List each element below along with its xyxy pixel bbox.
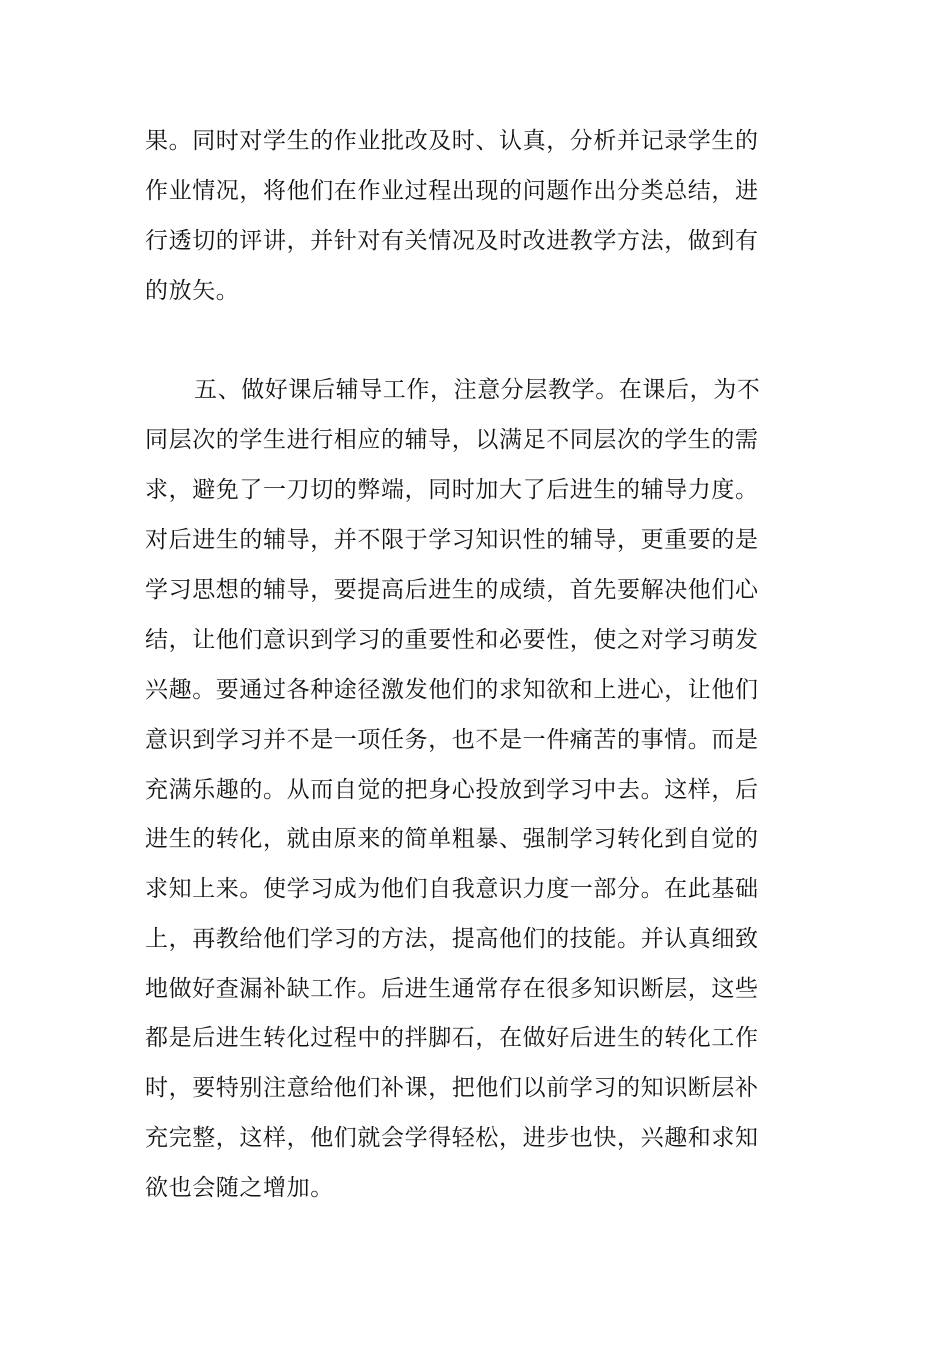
text-line: 果。同时对学生的作业批改及时、认真，分析并记录学生的 — [145, 128, 759, 154]
text-line: 上，再教给他们学习的方法，提高他们的技能。并认真细致 — [145, 926, 759, 952]
text-line: 结，让他们意识到学习的重要性和必要性，使之对学习萌发 — [145, 627, 759, 653]
text-line: 意识到学习并不是一项任务，也不是一件痛苦的事情。而是 — [145, 727, 759, 753]
text-line: 地做好查漏补缺工作。后进生通常存在很多知识断层，这些 — [145, 976, 759, 1002]
text-line: 充完整，这样，他们就会学得轻松，进步也快，兴趣和求知 — [145, 1125, 759, 1151]
text-line: 求，避免了一刀切的弊端，同时加大了后进生的辅导力度。 — [145, 477, 759, 503]
text-line: 行透切的评讲，并针对有关情况及时改进教学方法，做到有 — [145, 228, 759, 254]
text-line: 五、做好课后辅导工作，注意分层教学。在课后，为不 — [194, 377, 761, 403]
text-line: 学习思想的辅导，要提高后进生的成绩，首先要解决他们心 — [145, 577, 759, 603]
text-line: 时，要特别注意给他们补课，把他们以前学习的知识断层补 — [145, 1075, 759, 1101]
text-line: 都是后进生转化过程中的拌脚石，在做好后进生的转化工作 — [145, 1025, 759, 1051]
text-line: 同层次的学生进行相应的辅导，以满足不同层次的学生的需 — [145, 427, 759, 453]
text-line: 求知上来。使学习成为他们自我意识力度一部分。在此基础 — [145, 876, 759, 902]
text-line: 作业情况，将他们在作业过程出现的问题作出分类总结，进 — [145, 178, 759, 204]
text-line: 的放矢。 — [145, 278, 240, 304]
text-line: 充满乐趣的。从而自觉的把身心投放到学习中去。这样，后 — [145, 777, 759, 803]
text-line: 进生的转化，就由原来的简单粗暴、强制学习转化到自觉的 — [145, 826, 759, 852]
text-line: 欲也会随之增加。 — [145, 1175, 334, 1201]
text-line: 对后进生的辅导，并不限于学习知识性的辅导，更重要的是 — [145, 527, 759, 553]
text-line: 兴趣。要通过各种途径激发他们的求知欲和上进心，让他们 — [145, 677, 759, 703]
